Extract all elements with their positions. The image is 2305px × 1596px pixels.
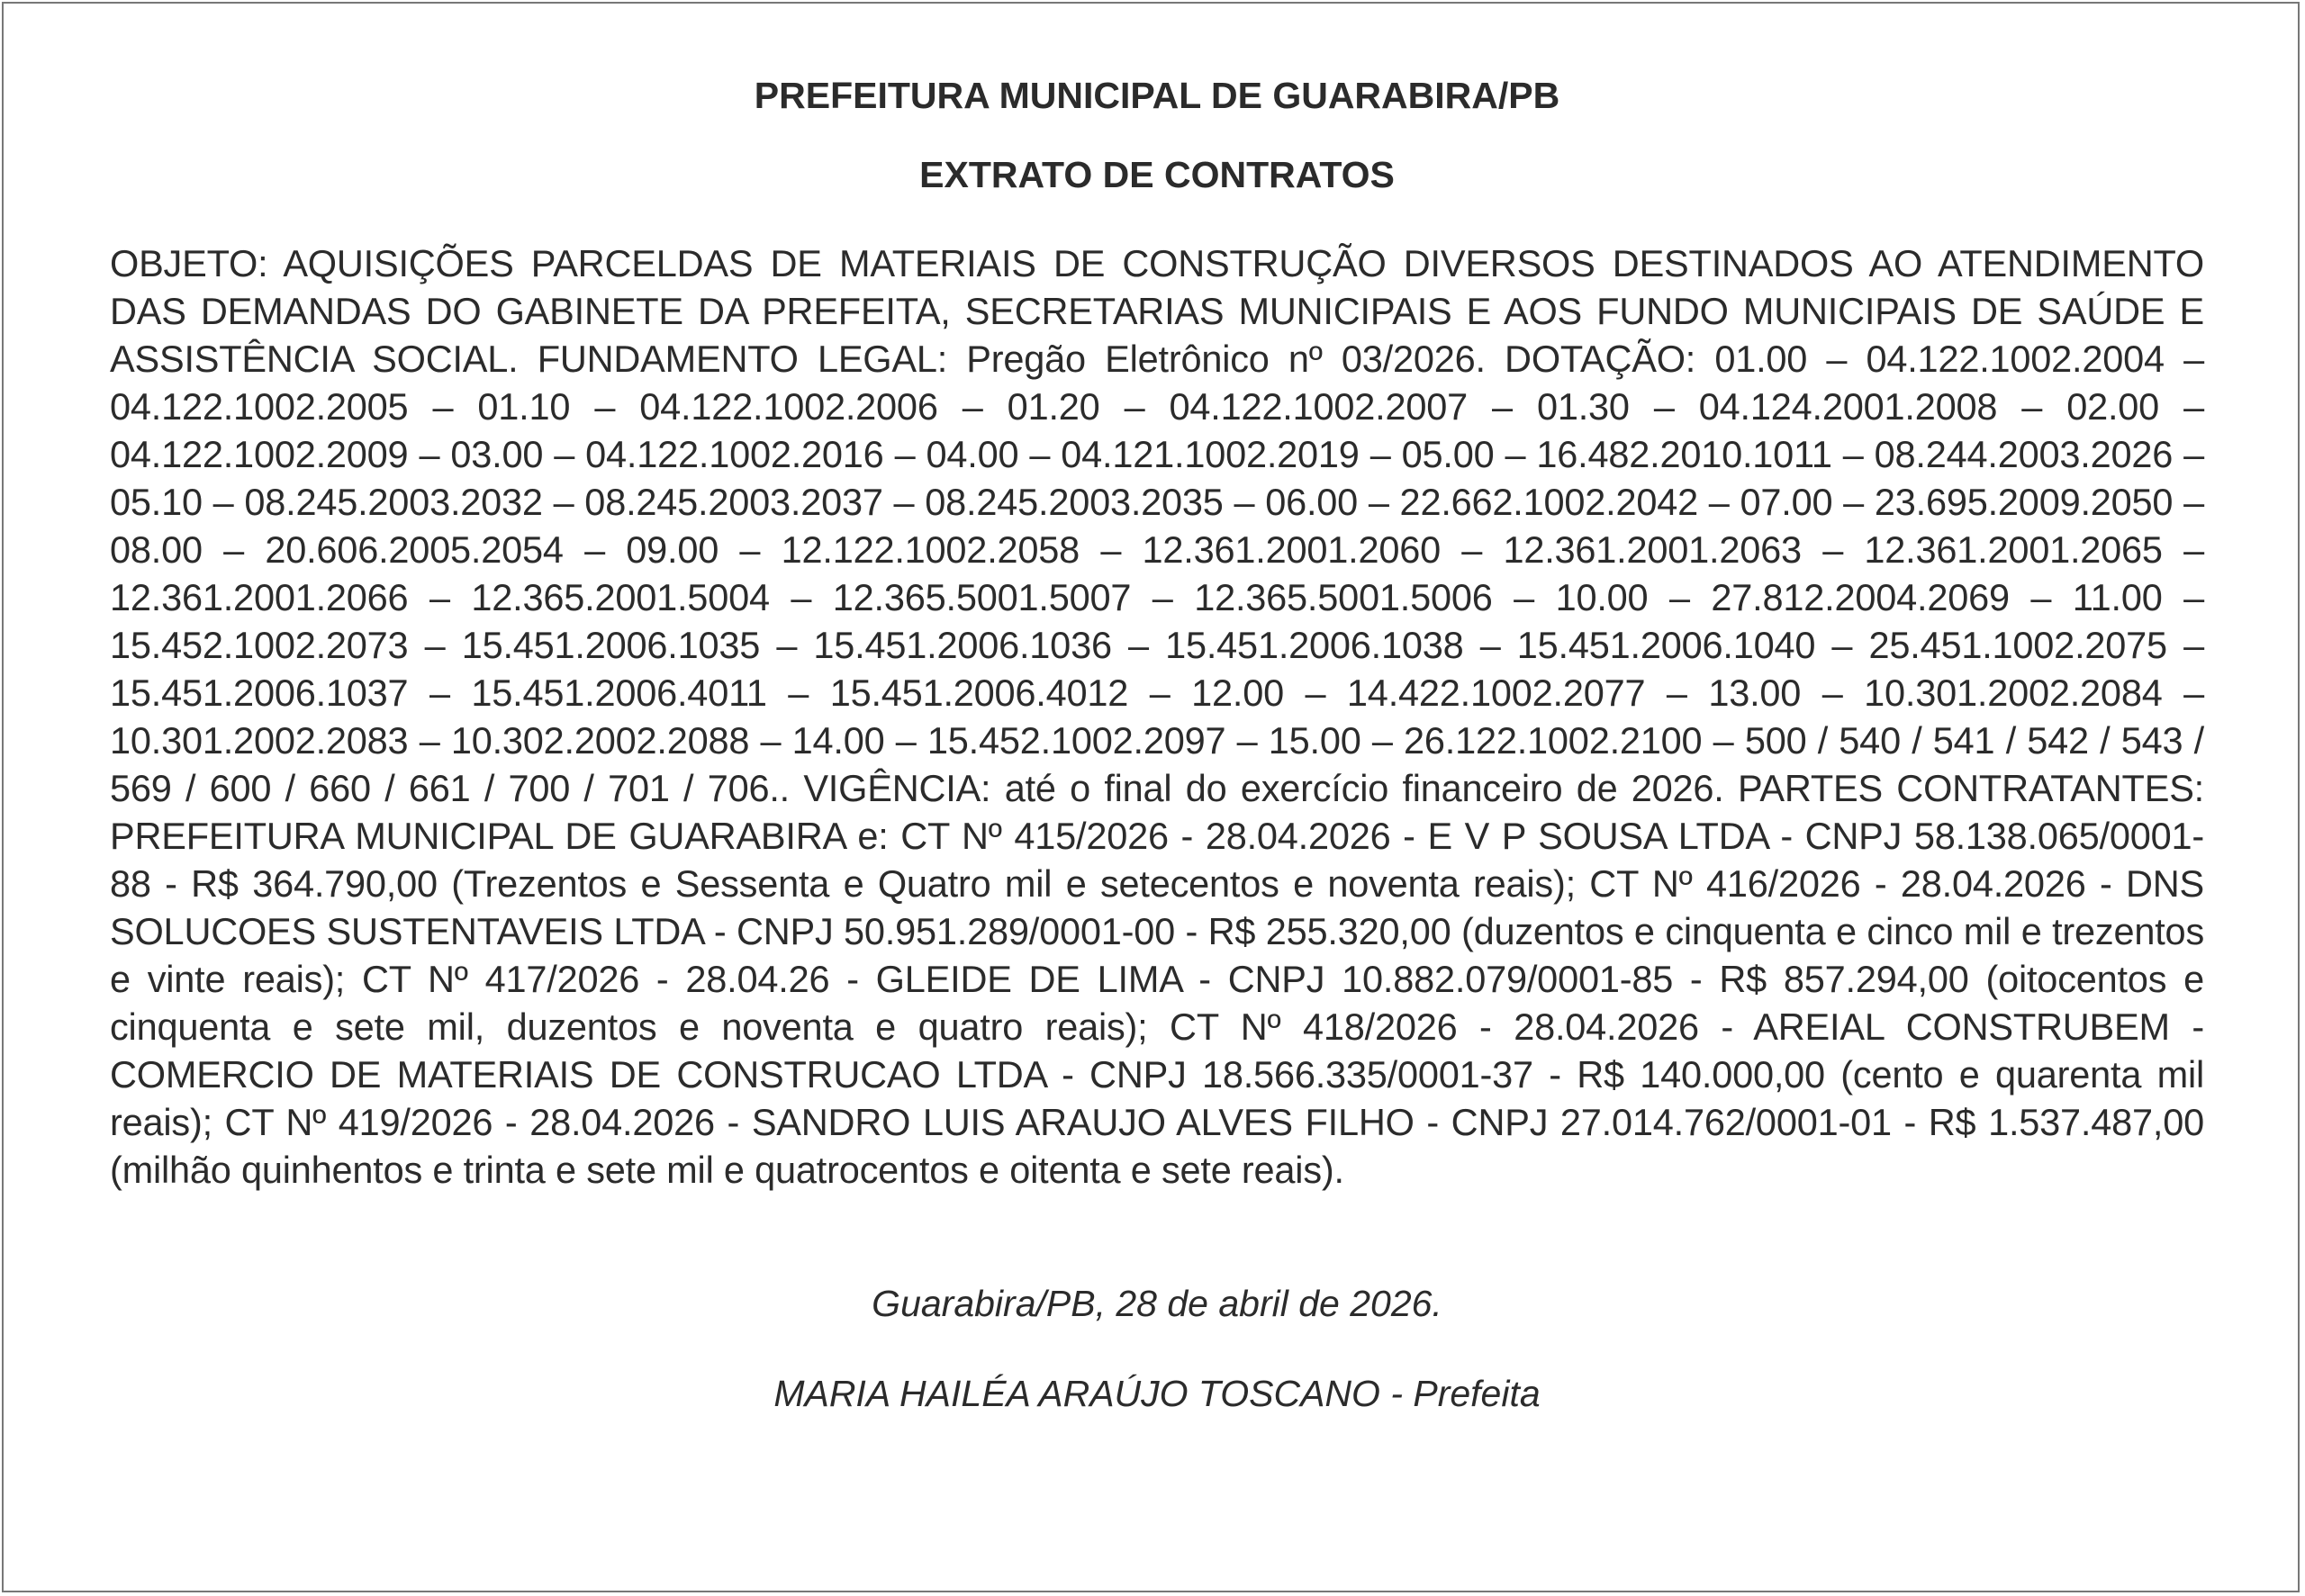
signature-line: MARIA HAILÉA ARAÚJO TOSCANO - Prefeita	[773, 1373, 1541, 1414]
document-subtitle: EXTRATO DE CONTRATOS	[919, 154, 1395, 195]
document-frame	[2, 2, 2300, 1592]
place-and-date: Guarabira/PB, 28 de abril de 2026.	[872, 1283, 1442, 1324]
document-title: PREFEITURA MUNICIPAL DE GUARABIRA/PB	[754, 75, 1560, 116]
document-content	[110, 74, 2204, 1415]
contract-extract-body: OBJETO: AQUISIÇÕES PARCELDAS DE MATERIAIS DE CONSTRUÇÃO DIVERSOS DESTINADOS AO ATENDIMENTO DAS DEMANDAS DO GABINETE DA PREFEITA, SECRETARIAS MUNICIPAIS E AOS FUNDO MUNICIPAIS DE SAÚDE E ASSISTÊNCIA SOCIAL. FUNDAMENTO LEGAL: Pregão Eletrônico nº 03/2026. DOTAÇÃO: 01.00 – 04.122.1002.2004 – 04.122.1002.2005 – 01.10 – 04.122.1002.2006 – 01.20 – 04.122.1002.2007 – 01.30 – 04.124.2001.2008 – 02.00 – 04.122.1002.2009 – 03.00 – 04.122.1002.2016 – 04.00 – 04.121.1002.2019 – 05.00 – 16.482.2010.1011 – 08.244.2003.2026 – 05.10 – 08.245.2003.2032 – 08.245.2003.2037 – 08.245.2003.2035 – 06.00 – 22.662.1002.2042 – 07.00 – 23.695.2009.2050 – 08.00 – 20.606.2005.2054 – 09.00 – 12.122.1002.2058 – 12.361.2001.2060 – 12.361.2001.2063 – 12.361.2001.2065 – 12.361.2001.2066 – 12.365.2001.5004 – 12.365.5001.5007 – 12.365.5001.5006 – 10.00 – 27.812.2004.2069 – 11.00 – 15.452.1002.2073 – 15.451.2006.1035 – 15.451.2006.1036 – 15.451.2006.1038 – 15.451.2006.1040 – 25.451.1002.2075 – 15.451.2006.1037 – 15.451.2006.4011 – 15.451.2006.4012 – 12.00 – 14.422.1002.2077 – 13.00 – 10.301.2002.2084 – 10.301.2002.2083 – 10.302.2002.2088 – 14.00 – 15.452.1002.2097 – 15.00 – 26.122.1002.2100 – 500 / 540 / 541 / 542 / 543 / 569 / 600 / 660 / 661 / 700 / 701 / 706.. VIGÊNCIA: até o final do exercício financeiro de 2026. PARTES CONTRATANTES: PREFEITURA MUNICIPAL DE GUARABIRA e: CT Nº 415/2026 - 28.04.2026 - E V P SOUSA LTDA - CNPJ 58.138.065/0001-88 - R$ 364.790,00 (Trezentos e Sessenta e Quatro mil e setecentos e noventa reais); CT Nº 416/2026 - 28.04.2026 - DNS SOLUCOES SUSTENTAVEIS LTDA - CNPJ 50.951.289/0001-00 - R$ 255.320,00 (duzentos e cinquenta e cinco mil e trezentos e vinte reais); CT Nº 417/2026 - 28.04.26 - GLEIDE DE LIMA - CNPJ 10.882.079/0001-85 - R$ 857.294,00 (oitocentos e cinquenta e sete mil, duzentos e noventa e quatro reais); CT Nº 418/2026 - 28.04.2026 - AREIAL CONSTRUBEM - COMERCIO DE MATERIAIS DE CONSTRUCAO LTDA - CNPJ 18.566.335/0001-37 - R$ 140.000,00 (cento e quarenta mil reais); CT Nº 419/2026 - 28.04.2026 - SANDRO LUIS ARAUJO ALVES FILHO - CNPJ 27.014.762/0001-01 - R$ 1.537.487,00 (milhão quinhentos e trinta e sete mil e quatrocentos e oitenta e sete reais).	[110, 242, 2204, 1191]
